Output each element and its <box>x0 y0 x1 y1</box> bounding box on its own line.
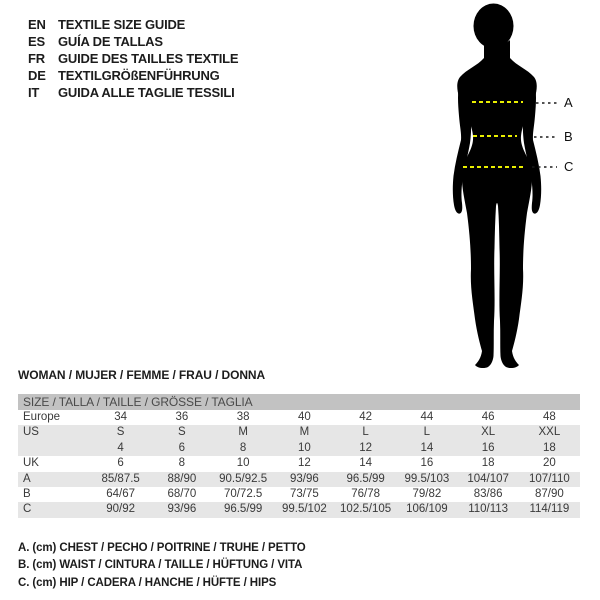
table-cell: 12 <box>297 457 311 470</box>
table-cell: L <box>362 426 369 439</box>
table-cell: L <box>423 426 431 439</box>
table-cell: 99.5/102 <box>281 503 327 516</box>
language-code: IT <box>28 85 40 100</box>
table-cell: 40 <box>297 411 311 423</box>
table-cell: 104/107 <box>467 472 509 485</box>
table-cell: XXL <box>538 426 561 439</box>
language-code: FR <box>28 51 45 66</box>
silhouette-head <box>474 4 514 49</box>
table-cell: 16 <box>420 457 434 470</box>
table-cell: 70/72.5 <box>223 487 263 500</box>
table-row <box>18 441 580 456</box>
table-cell: 20 <box>542 457 556 470</box>
table-cell: 114/119 <box>529 503 570 516</box>
table-row <box>18 502 580 517</box>
marker-label-c: C <box>564 159 574 174</box>
size-table <box>18 394 580 518</box>
table-cell: 88/90 <box>167 472 197 485</box>
table-cell: 93/96 <box>289 472 319 485</box>
row-label: UK <box>23 457 39 470</box>
table-cell: 36 <box>175 411 189 423</box>
table-cell: 68/70 <box>167 487 197 500</box>
table-cell: 107/110 <box>529 472 570 485</box>
table-cell: 44 <box>420 411 434 423</box>
table-cell: 12 <box>359 441 373 454</box>
table-cell: 73/75 <box>289 487 319 500</box>
list-item <box>28 84 238 101</box>
table-cell: 79/82 <box>412 487 442 500</box>
table-row <box>18 425 580 440</box>
table-cell: S <box>178 426 186 439</box>
list-item <box>28 50 238 67</box>
table-cell: 106/109 <box>406 503 448 516</box>
table-cell: 90.5/92.5 <box>219 472 268 485</box>
table-cell: M <box>299 426 310 439</box>
table-cell: 64/67 <box>106 487 136 500</box>
table-cell: 93/96 <box>167 503 197 516</box>
table-cell: 83/86 <box>473 487 503 500</box>
table-cell: 110/113 <box>468 503 509 516</box>
table-row <box>18 487 580 502</box>
guide-title: TEXTILE SIZE GUIDE <box>58 17 186 32</box>
measurement-figure <box>400 0 590 372</box>
category-title: WOMAN / MUJER / FEMME / FRAU / DONNA <box>18 368 266 382</box>
table-cell: 96.5/99 <box>346 472 385 485</box>
table-row <box>18 472 580 487</box>
list-item <box>28 33 238 50</box>
table-cell: 8 <box>239 441 247 454</box>
woman-silhouette <box>400 0 590 372</box>
table-cell: 4 <box>117 441 124 454</box>
list-item <box>28 67 238 84</box>
table-cell: 102.5/105 <box>340 503 392 516</box>
table-cell: 42 <box>359 411 373 423</box>
table-cell: 16 <box>481 441 495 454</box>
row-label: A <box>23 472 31 485</box>
language-code: EN <box>28 17 46 32</box>
legend-hip: C. (cm) HIP / CADERA / HANCHE / HÜFTE / HIPS <box>18 576 277 589</box>
row-label <box>18 441 90 456</box>
table-cell: XL <box>481 426 496 439</box>
table-row <box>18 456 580 471</box>
table-cell: 99.5/103 <box>404 472 450 485</box>
table-cell: 6 <box>178 441 186 454</box>
table-cell: 18 <box>542 441 556 454</box>
marker-label-a: A <box>564 95 573 110</box>
row-label: US <box>23 426 39 439</box>
legend-waist: B. (cm) WAIST / CINTURA / TAILLE / HÜFTUNG / VITA <box>18 559 303 572</box>
marker-label-b: B <box>564 129 573 144</box>
guide-title: GUÍA DE TALLAS <box>58 34 163 49</box>
table-cell: 48 <box>542 411 556 423</box>
table-cell: 18 <box>481 457 495 470</box>
row-label: Europe <box>23 411 61 423</box>
size-table-header: SIZE / TALLA / TAILLE / GRÖSSE / TAGLIA <box>18 394 580 410</box>
row-label: B <box>23 487 31 500</box>
table-cell: 14 <box>420 441 434 454</box>
table-cell: S <box>116 426 125 439</box>
language-code: ES <box>28 34 45 49</box>
guide-title: TEXTILGRÖßENFÜHRUNG <box>58 68 220 83</box>
guide-title: GUIDA ALLE TAGLIE TESSILI <box>58 85 235 100</box>
table-row <box>18 410 580 425</box>
table-cell: 10 <box>236 457 250 470</box>
table-cell: 14 <box>359 457 373 470</box>
table-cell: 90/92 <box>106 503 136 516</box>
guide-title: GUIDE DES TAILLES TEXTILE <box>58 51 239 66</box>
table-cell: 76/78 <box>351 487 381 500</box>
table-cell: 46 <box>481 411 495 423</box>
language-code: DE <box>28 68 46 83</box>
silhouette-body <box>457 40 537 368</box>
table-cell: 6 <box>117 457 124 470</box>
size-table-body <box>18 410 580 518</box>
table-cell: 38 <box>236 411 250 423</box>
table-cell: 10 <box>297 441 311 454</box>
table-cell: M <box>238 426 248 439</box>
table-cell: 34 <box>114 411 128 423</box>
table-cell: 96.5/99 <box>223 503 263 516</box>
language-title-list <box>28 16 238 101</box>
table-cell: 8 <box>178 457 186 470</box>
measure-legend <box>18 540 306 592</box>
list-item <box>28 16 238 33</box>
row-label: C <box>23 503 32 516</box>
table-cell: 87/90 <box>534 487 564 500</box>
legend-chest: A. (cm) CHEST / PECHO / POITRINE / TRUHE / PETTO <box>18 542 306 554</box>
table-cell: 85/87.5 <box>101 472 140 485</box>
